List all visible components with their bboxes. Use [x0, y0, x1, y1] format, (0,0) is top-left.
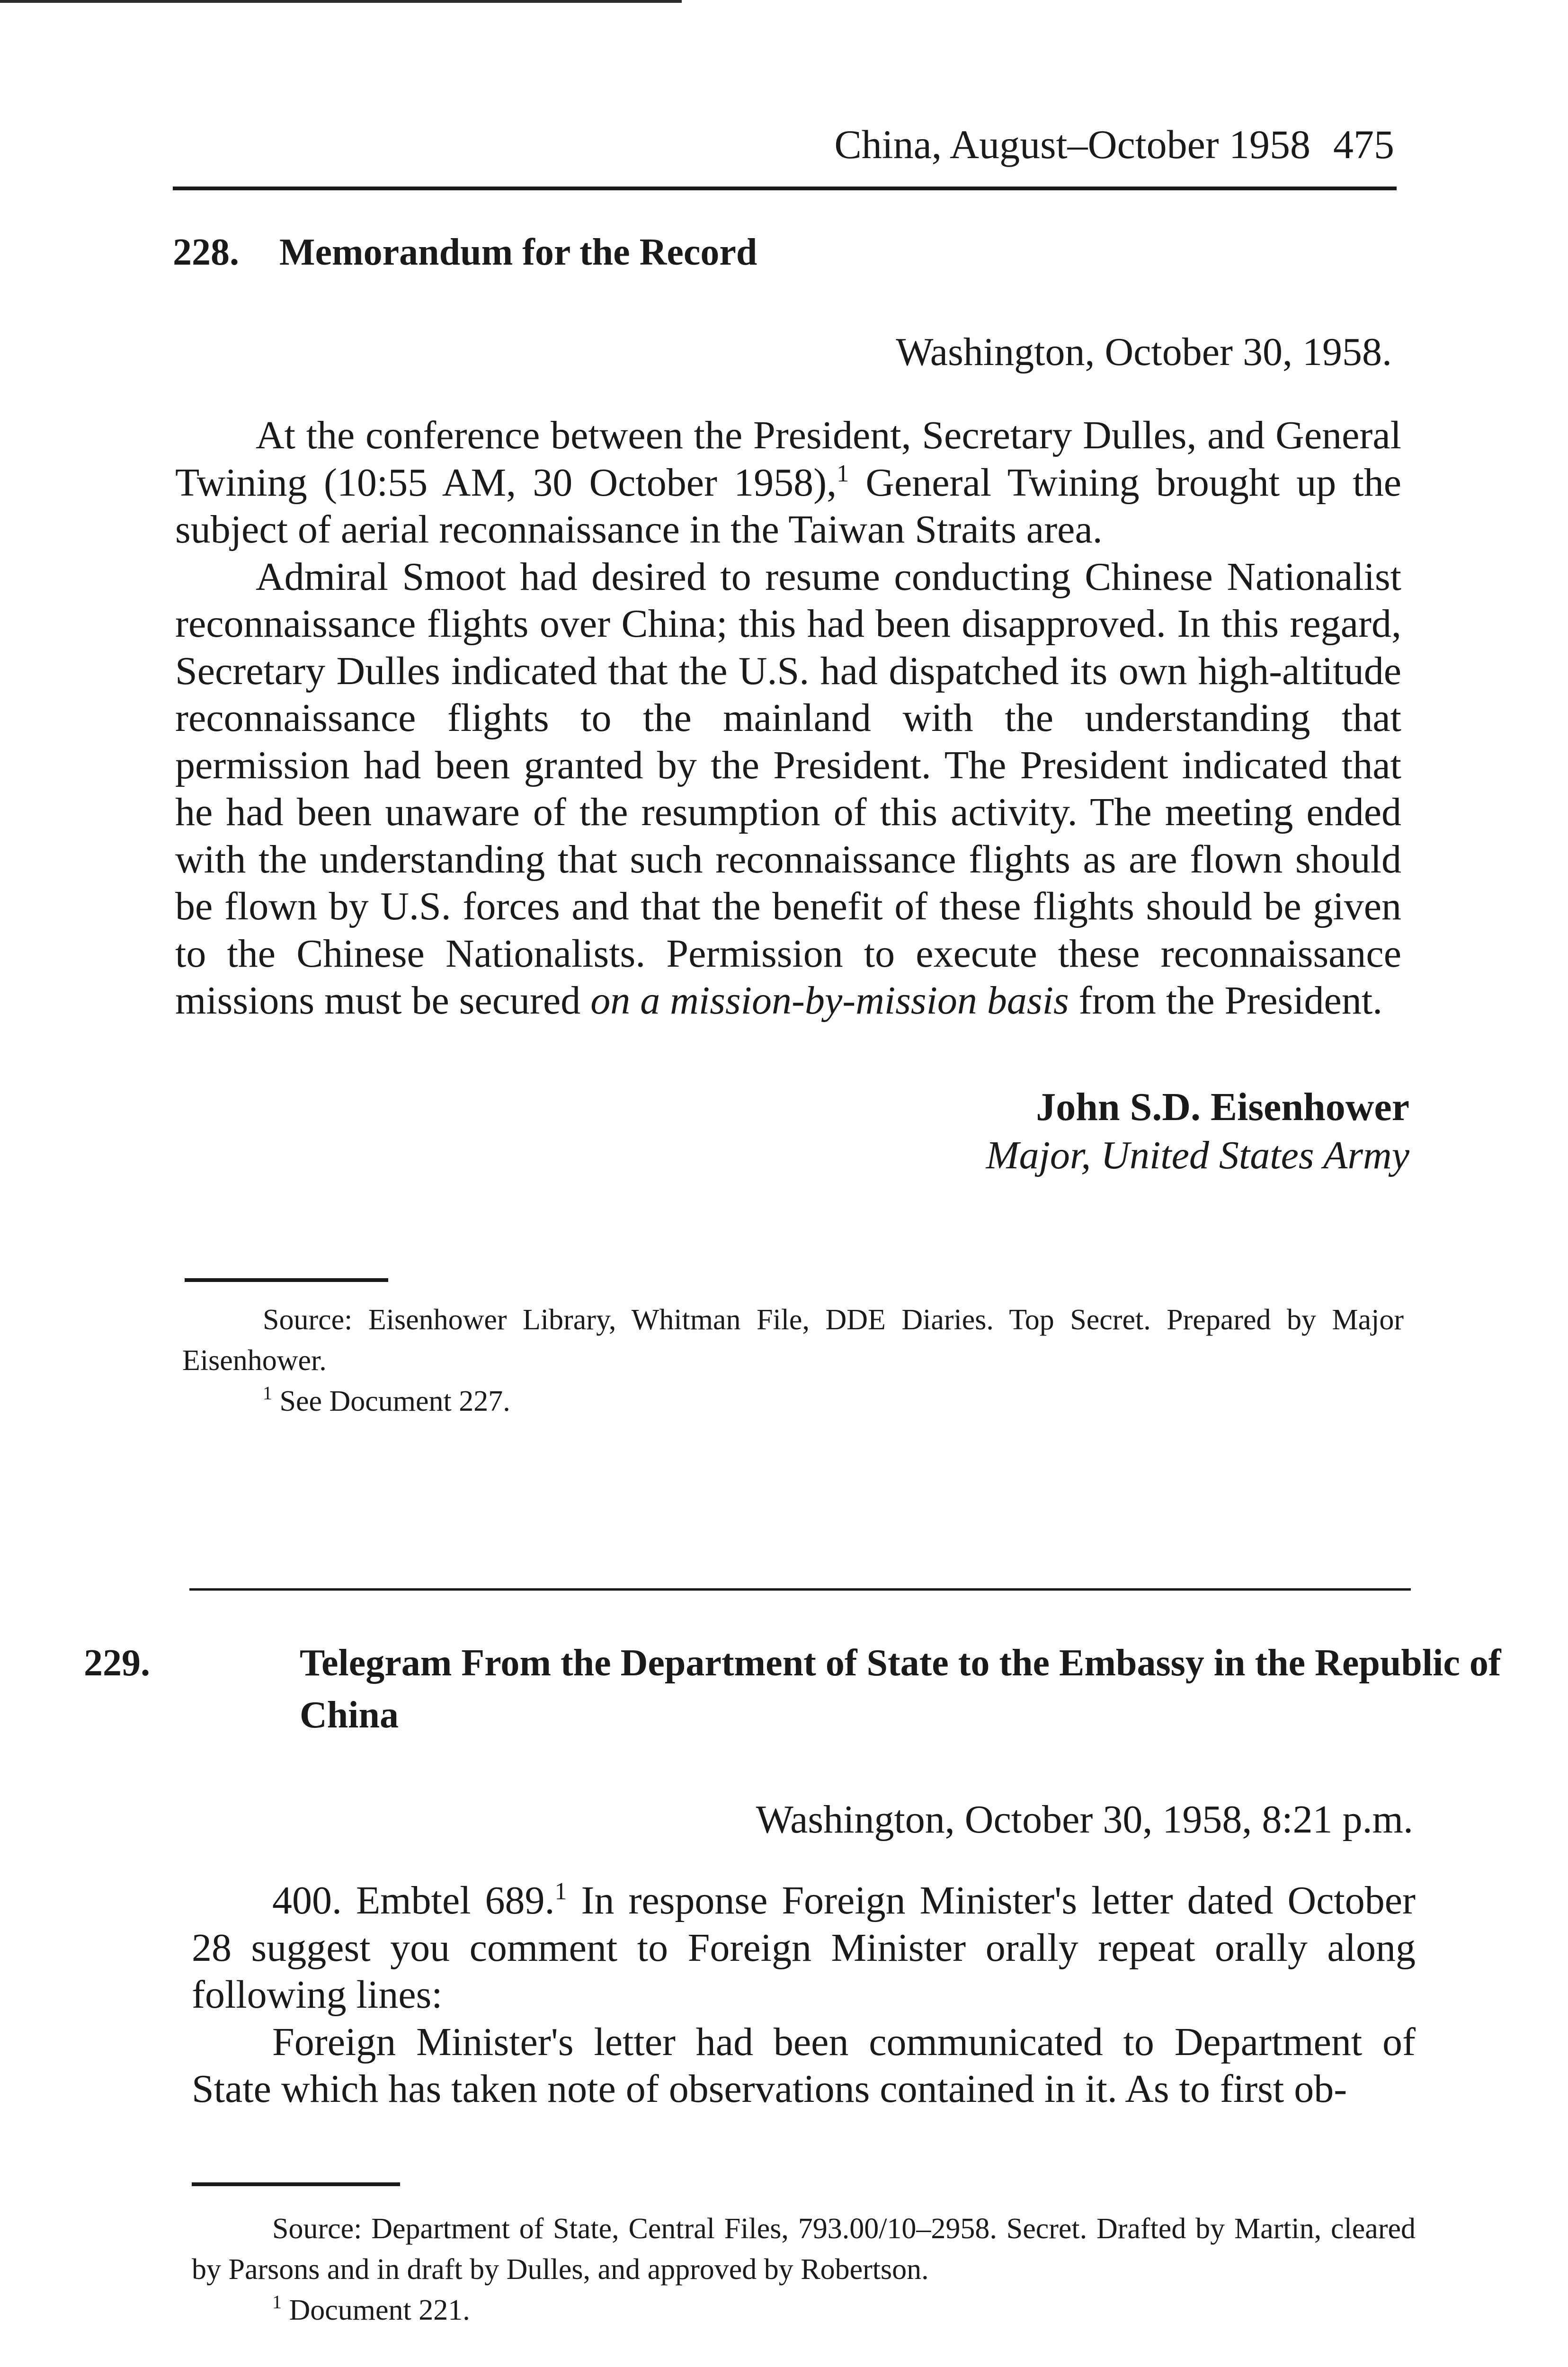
- document-229-footnotes: [192, 2208, 1416, 2331]
- paragraph: At the conference between the President, Secretary Dulles, and General Twining (10:55 AM, 30 October 1958),$^1$ General Twining brought up the subject of aerial reconnaissance in the Taiwan Straits area.: [175, 413, 1401, 552]
- section-divider: [189, 1588, 1411, 1591]
- document-228-footnotes: [182, 1299, 1404, 1422]
- document-title: Memorandum for the Record: [279, 231, 757, 273]
- source-note: Source: Department of State, Central Files, 793.00/10–2958. Secret. Drafted by Martin, cleared by Parsons and in draft by Dulles, and approved by Robertson.: [192, 2213, 1416, 2286]
- footnote-rule: [185, 1278, 388, 1282]
- document-228-dateline: Washington, October 30, 1958.: [896, 330, 1392, 374]
- paragraph: Foreign Minister's letter had been communicated to Department of State which has taken note of observations contained in it. As to first ob-: [192, 2020, 1416, 2111]
- document-228-body: [175, 412, 1401, 1024]
- paragraph: Admiral Smoot had desired to resume conducting Chinese Nationalist reconnaissance flights over China; this had been disapproved. In this regard, Secretary Dulles indicated that the U.S. had dispatched its own high-altitude reconnaissance flights to the mainland with the understanding that permission had been granted by the President. The President indicated that he had been unaware of the resumption of this activity. The meeting ended with the understanding that such reconnaissance flights as are flown should be flown by U.S. forces and that the benefit of these flights should be given to the Chinese Nationalists. Permission to execute these reconnaissance missions must be secured on a mission-by-mission basis from the President.: [175, 554, 1401, 1023]
- signature-title: Major, United States Army: [986, 1133, 1409, 1177]
- italic-phrase: on a mission-by-mission basis: [590, 979, 1069, 1023]
- running-head: [757, 121, 1394, 168]
- top-edge-rule: [0, 0, 682, 3]
- page-number: 475: [1333, 122, 1394, 167]
- footnote: $^1$ See Document 227.: [263, 1382, 510, 1417]
- document-228-title: [173, 226, 1399, 278]
- document-229-dateline: Washington, October 30, 1958, 8:21 p.m.: [756, 1797, 1413, 1842]
- document-number: 229.: [84, 1642, 150, 1684]
- signature-name: John S.D. Eisenhower: [1036, 1085, 1409, 1129]
- footnote-rule: [192, 2182, 400, 2186]
- footnote: $^1$ Document 221.: [272, 2291, 470, 2326]
- header-rule: [173, 187, 1397, 190]
- document-number: 228.: [173, 231, 239, 273]
- paragraph: 400. Embtel 689.$^1$ In response Foreign Minister's letter dated October 28 suggest you comment to Foreign Minister orally repeat orally along following lines:: [192, 1878, 1416, 2017]
- footnote-marker: 1: [837, 460, 849, 487]
- document-title: Telegram From the Department of State to the Embassy in the Republic of China: [300, 1642, 1501, 1736]
- document-229-title: [84, 1637, 1521, 1741]
- document-229-body: [192, 1877, 1416, 2113]
- source-note: Source: Eisenhower Library, Whitman File, DDE Diaries. Top Secret. Prepared by Major Eisenhower.: [182, 1304, 1404, 1377]
- footnote-marker: 1: [554, 1878, 567, 1905]
- running-head-title: China, August–October 1958: [834, 122, 1310, 167]
